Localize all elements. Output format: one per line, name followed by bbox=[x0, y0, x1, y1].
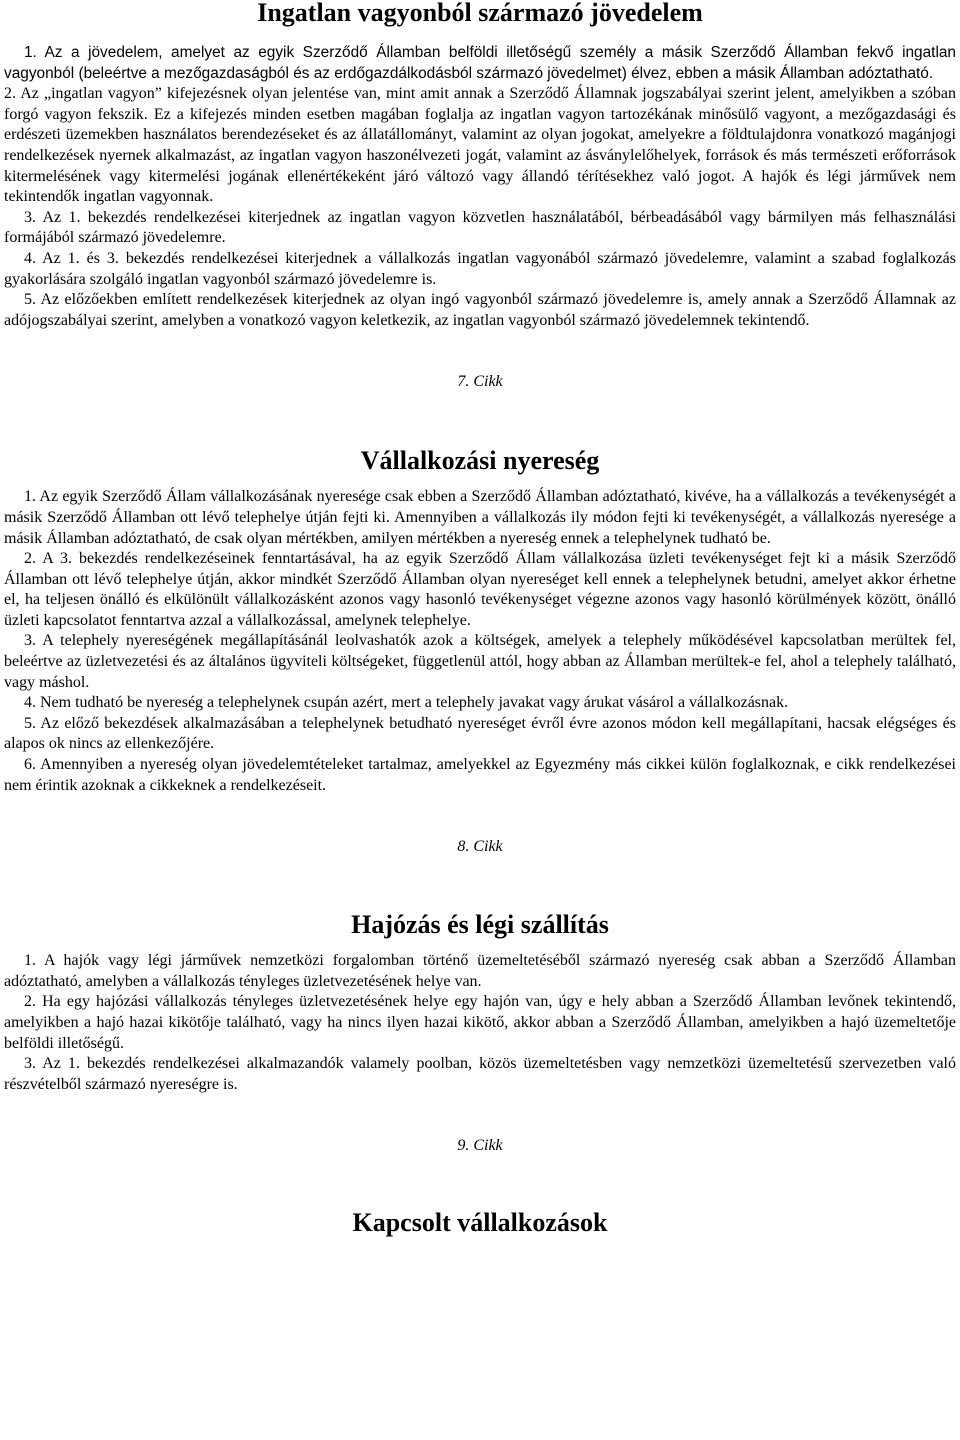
article6-paragraph-1: 1. Az a jövedelem, amelyet az egyik Szerződő Államban belföldi illetőségű személy a másik Szerződő Államban fekvő ingatlan vagyonból (beleértve a mezőgazdaságból és az erdőgazdálkodásból származó jövedelmet) élvez, ebben a másik Államban adóztatható. bbox=[4, 44, 956, 82]
article7-paragraph-3: 3. A telephely nyereségének megállapításánál leolvashatók azok a költségek, amelyek a telephely működésével kapcsolatban merültek fel, beleértve az üzletvezetési és az általános ügyviteli költségeket, függetlenül attól, hogy abban az Államban merültek-e fel, ahol a telephely található, vagy máshol. bbox=[4, 632, 956, 691]
article7-heading: Vállalkozási nyereség bbox=[360, 446, 600, 476]
article7-paragraph-6: 6. Amennyiben a nyereség olyan jövedelemtételeket tartalmaz, amelyekkel az Egyezmény más cikkei külön foglalkoznak, e cikk rendelkezései nem érintik azoknak a cikkeknek a rendelkezéseit. bbox=[4, 756, 956, 794]
article7-label: 7. Cikk bbox=[457, 373, 503, 391]
page-title: Ingatlan vagyonból származó jövedelem bbox=[257, 0, 703, 27]
article8-label: 8. Cikk bbox=[457, 838, 503, 856]
article6-paragraph-3: 3. Az 1. bekezdés rendelkezései kiterjednek az ingatlan vagyon közvetlen használatából, bérbeadásából vagy bármilyen más felhasználási formájából származó jövedelemre. bbox=[4, 208, 956, 247]
article9-heading: Kapcsolt vállalkozások bbox=[352, 1208, 608, 1238]
article6-paragraph-5: 5. Az előzőekben említett rendelkezések kiterjednek az olyan ingó vagyonból származó jövedelemre is, amely annak a Szerződő Államnak az adójogszabályai szerint, amelyben a vonatkozó vagyon keletkezik, az ingatlan vagyonból származó jövedelemnek tekintendő. bbox=[4, 291, 956, 329]
article7-paragraph-1: 1. Az egyik Szerződő Állam vállalkozásának nyeresége csak ebben a Szerződő Államban adóztatható, kivéve, ha a vállalkozás a tevékenységét a másik Szerződő Államban ott lévő telephelye útján fejti ki. Amennyiben a vállalkozás ily módon fejti ki tevékenységét, a vállalkozás nyeresége a másik Államban adóztatható, de csak olyan mértékben, amilyen mértékben a nyereség ennek a telephelynek tudható be. bbox=[4, 488, 956, 547]
article7-paragraph-4: 4. Nem tudható be nyereség a telephelynek csupán azért, mert a telephely javakat vagy árukat vásárol a vállalkozásnak. bbox=[24, 694, 789, 712]
article8-paragraph-3: 3. Az 1. bekezdés rendelkezései alkalmazandók valamely poolban, közös üzemeltetésben vagy nemzetközi üzemeltetésű szervezetben való részvételből származó nyereségre is. bbox=[4, 1055, 956, 1093]
article8-paragraph-2: 2. Ha egy hajózási vállalkozás tényleges üzletvezetésének helye egy hajón van, úgy e hely abban a Szerződő Államban levőnek tekintendő, amelyikben a hajó hazai kikötője található, vagy ha nincs ilyen hazai kikötő, akkor abban a Szerződő Államban, amelyikben a hajó üzemeltetője belföldi illetőségű. bbox=[4, 993, 956, 1052]
article9-label: 9. Cikk bbox=[457, 1137, 503, 1155]
article6-paragraph-2: 2. Az „ingatlan vagyon” kifejezésnek olyan jelentése van, mint amit annak a Szerződő Államnak jogszabályai szerint jelent, amelyikben a szóban forgó vagyon fekszik. Ez a kifejezés minden esetben magában foglalja az ingatlan vagyon tartozékának minősülő vagyont, a mezőgazdasági és erdészeti üzemekben használatos berendezéseket és az állatállományt, valamint az olyan jogokat, amelyekre a földtulajdonra vonatkozó magánjogi rendelkezések nyernek alkalmazást, az ingatlan vagyon haszonélvezeti jogát, valamint az ásványlelőhelyek, források és más természeti erőforrások kitermelésének vagy kitermelési jogának ellenértékeként járó változó vagy állandó térítésekhez való jogot. A hajók és légi járművek nem tekintendők ingatlan vagyonnak. bbox=[4, 85, 956, 206]
article7-paragraph-5: 5. Az előző bekezdések alkalmazásában a telephelynek betudható nyereséget évről évre azonos módon kell megállapítani, hacsak elégséges és alapos ok nincs az ellenkezőjére. bbox=[4, 714, 956, 753]
article6-paragraph-4: 4. Az 1. és 3. bekezdés rendelkezései kiterjednek a vállalkozás ingatlan vagyonából származó jövedelemre, valamint a szabad foglalkozás gyakorlására szolgáló ingatlan vagyonból származó jövedelemre is. bbox=[4, 249, 956, 288]
article8-heading: Hajózás és légi szállítás bbox=[351, 910, 609, 940]
article8-paragraph-1: 1. A hajók vagy légi járművek nemzetközi forgalomban történő üzemeltetéséből származó nyereség csak abban a Szerződő Államban adóztatható, amelyben a vállalkozás tényleges üzletvezetésének helye van. bbox=[4, 952, 956, 990]
article7-paragraph-2: 2. A 3. bekezdés rendelkezéseinek fenntartásával, ha az egyik Szerződő Állam vállalkozása üzleti tevékenységet fejt ki a másik Szerződő Államban ott lévő telephelye útján, akkor mindkét Szerződő Államban olyan nyereséget kell ennek a telephelynek betudni, amelyet akkor érhetne el, ha teljesen önálló és elkülönült vállalkozásként azonos vagy hasonló tevékenységet végezne azonos vagy hasonló körülmények között, önálló üzleti kapcsolatot fenntartva azzal a vállalkozással, amelynek telephelye. bbox=[4, 550, 956, 629]
